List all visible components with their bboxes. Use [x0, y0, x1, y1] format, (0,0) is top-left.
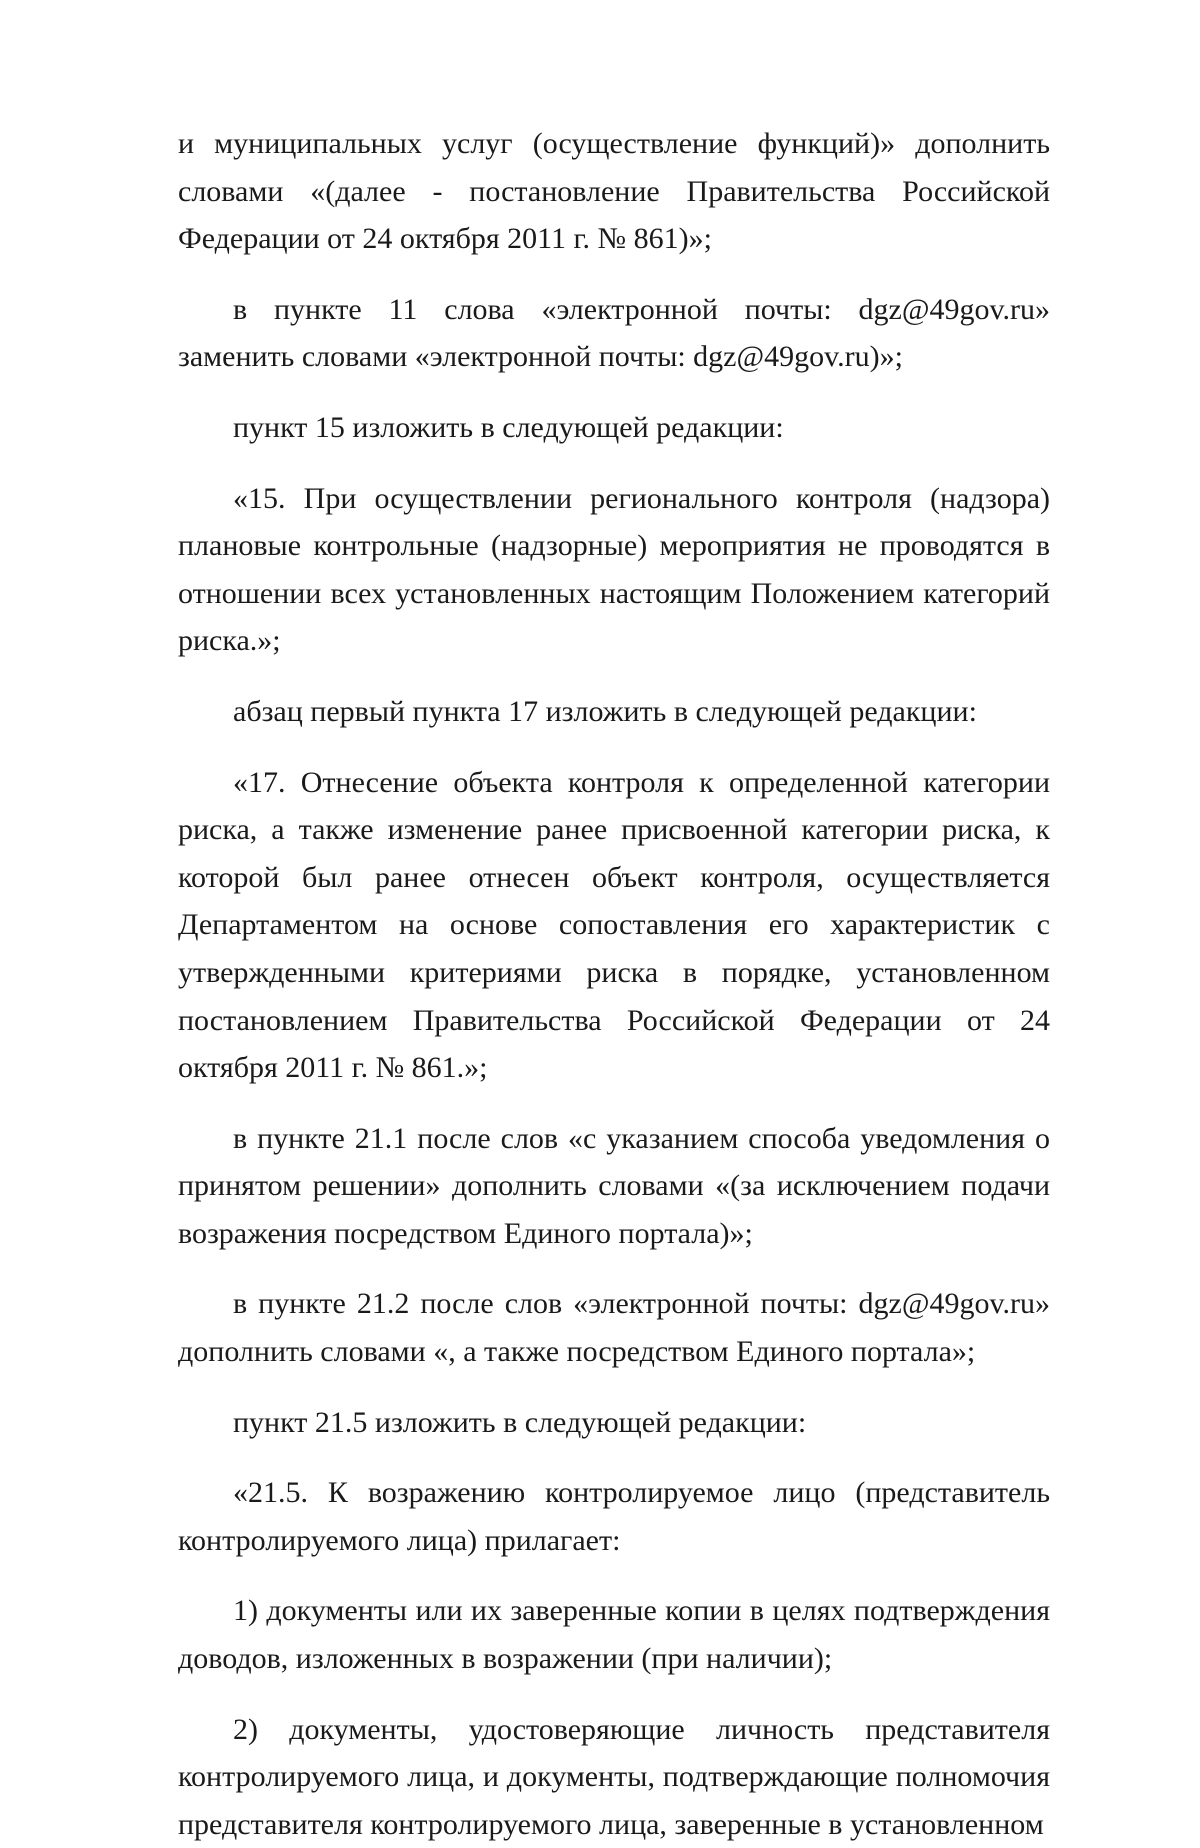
paragraph-9: пункт 21.5 изложить в следующей редакции:	[233, 1405, 807, 1439]
paragraph-11: 1) документы или их заверенные копии в целях подтверждения доводов, изложенных в возражении (при наличии);	[178, 1594, 1050, 1676]
paragraph-1: и муниципальных услуг (осуществление функций)» дополнить словами «(далее - постановление Правительства Российской Федерации от 24 октября 2011 г. № 861)»;	[178, 127, 1050, 256]
paragraph-2: в пункте 11 слова «электронной почты: dgz@49gov.ru» заменить словами «электронной почты: dgz@49gov.ru)»;	[178, 292, 1050, 374]
paragraph-6: «17. Отнесение объекта контроля к определенной категории риска, а также изменение ранее присвоенной категории риска, к которой был ранее отнесен объект контроля, осуществляется Департаментом на основе сопоставления его характеристик с утвержденными критериями риска в порядке, установленном постановлением Правительства Российской Федерации от 24 октября 2011 г. № 861.»;	[178, 765, 1050, 1085]
document-body	[178, 120, 1050, 1848]
paragraph-7: в пункте 21.1 после слов «с указанием способа уведомления о принятом решении» дополнить словами «(за исключением подачи возражения посредством Единого портала)»;	[178, 1121, 1050, 1250]
paragraph-10: «21.5. К возражению контролируемое лицо (представитель контролируемого лица) прилагает:	[178, 1476, 1050, 1557]
paragraph-12: 2) документы, удостоверяющие личность представителя контролируемого лица, и документы, подтверждающие полномочия представителя контролируемого лица, заверенные в установленном	[178, 1712, 1050, 1841]
paragraph-3: пункт 15 изложить в следующей редакции:	[233, 410, 784, 444]
paragraph-8: в пункте 21.2 после слов «электронной почты: dgz@49gov.ru» дополнить словами «, а также посредством Единого портала»;	[178, 1287, 1050, 1369]
paragraph-4: «15. При осуществлении регионального контроля (надзора) плановые контрольные (надзорные) мероприятия не проводятся в отношении всех установленных настоящим Положением категорий риска.»;	[178, 481, 1050, 658]
paragraph-5: абзац первый пункта 17 изложить в следующей редакции:	[233, 694, 977, 728]
